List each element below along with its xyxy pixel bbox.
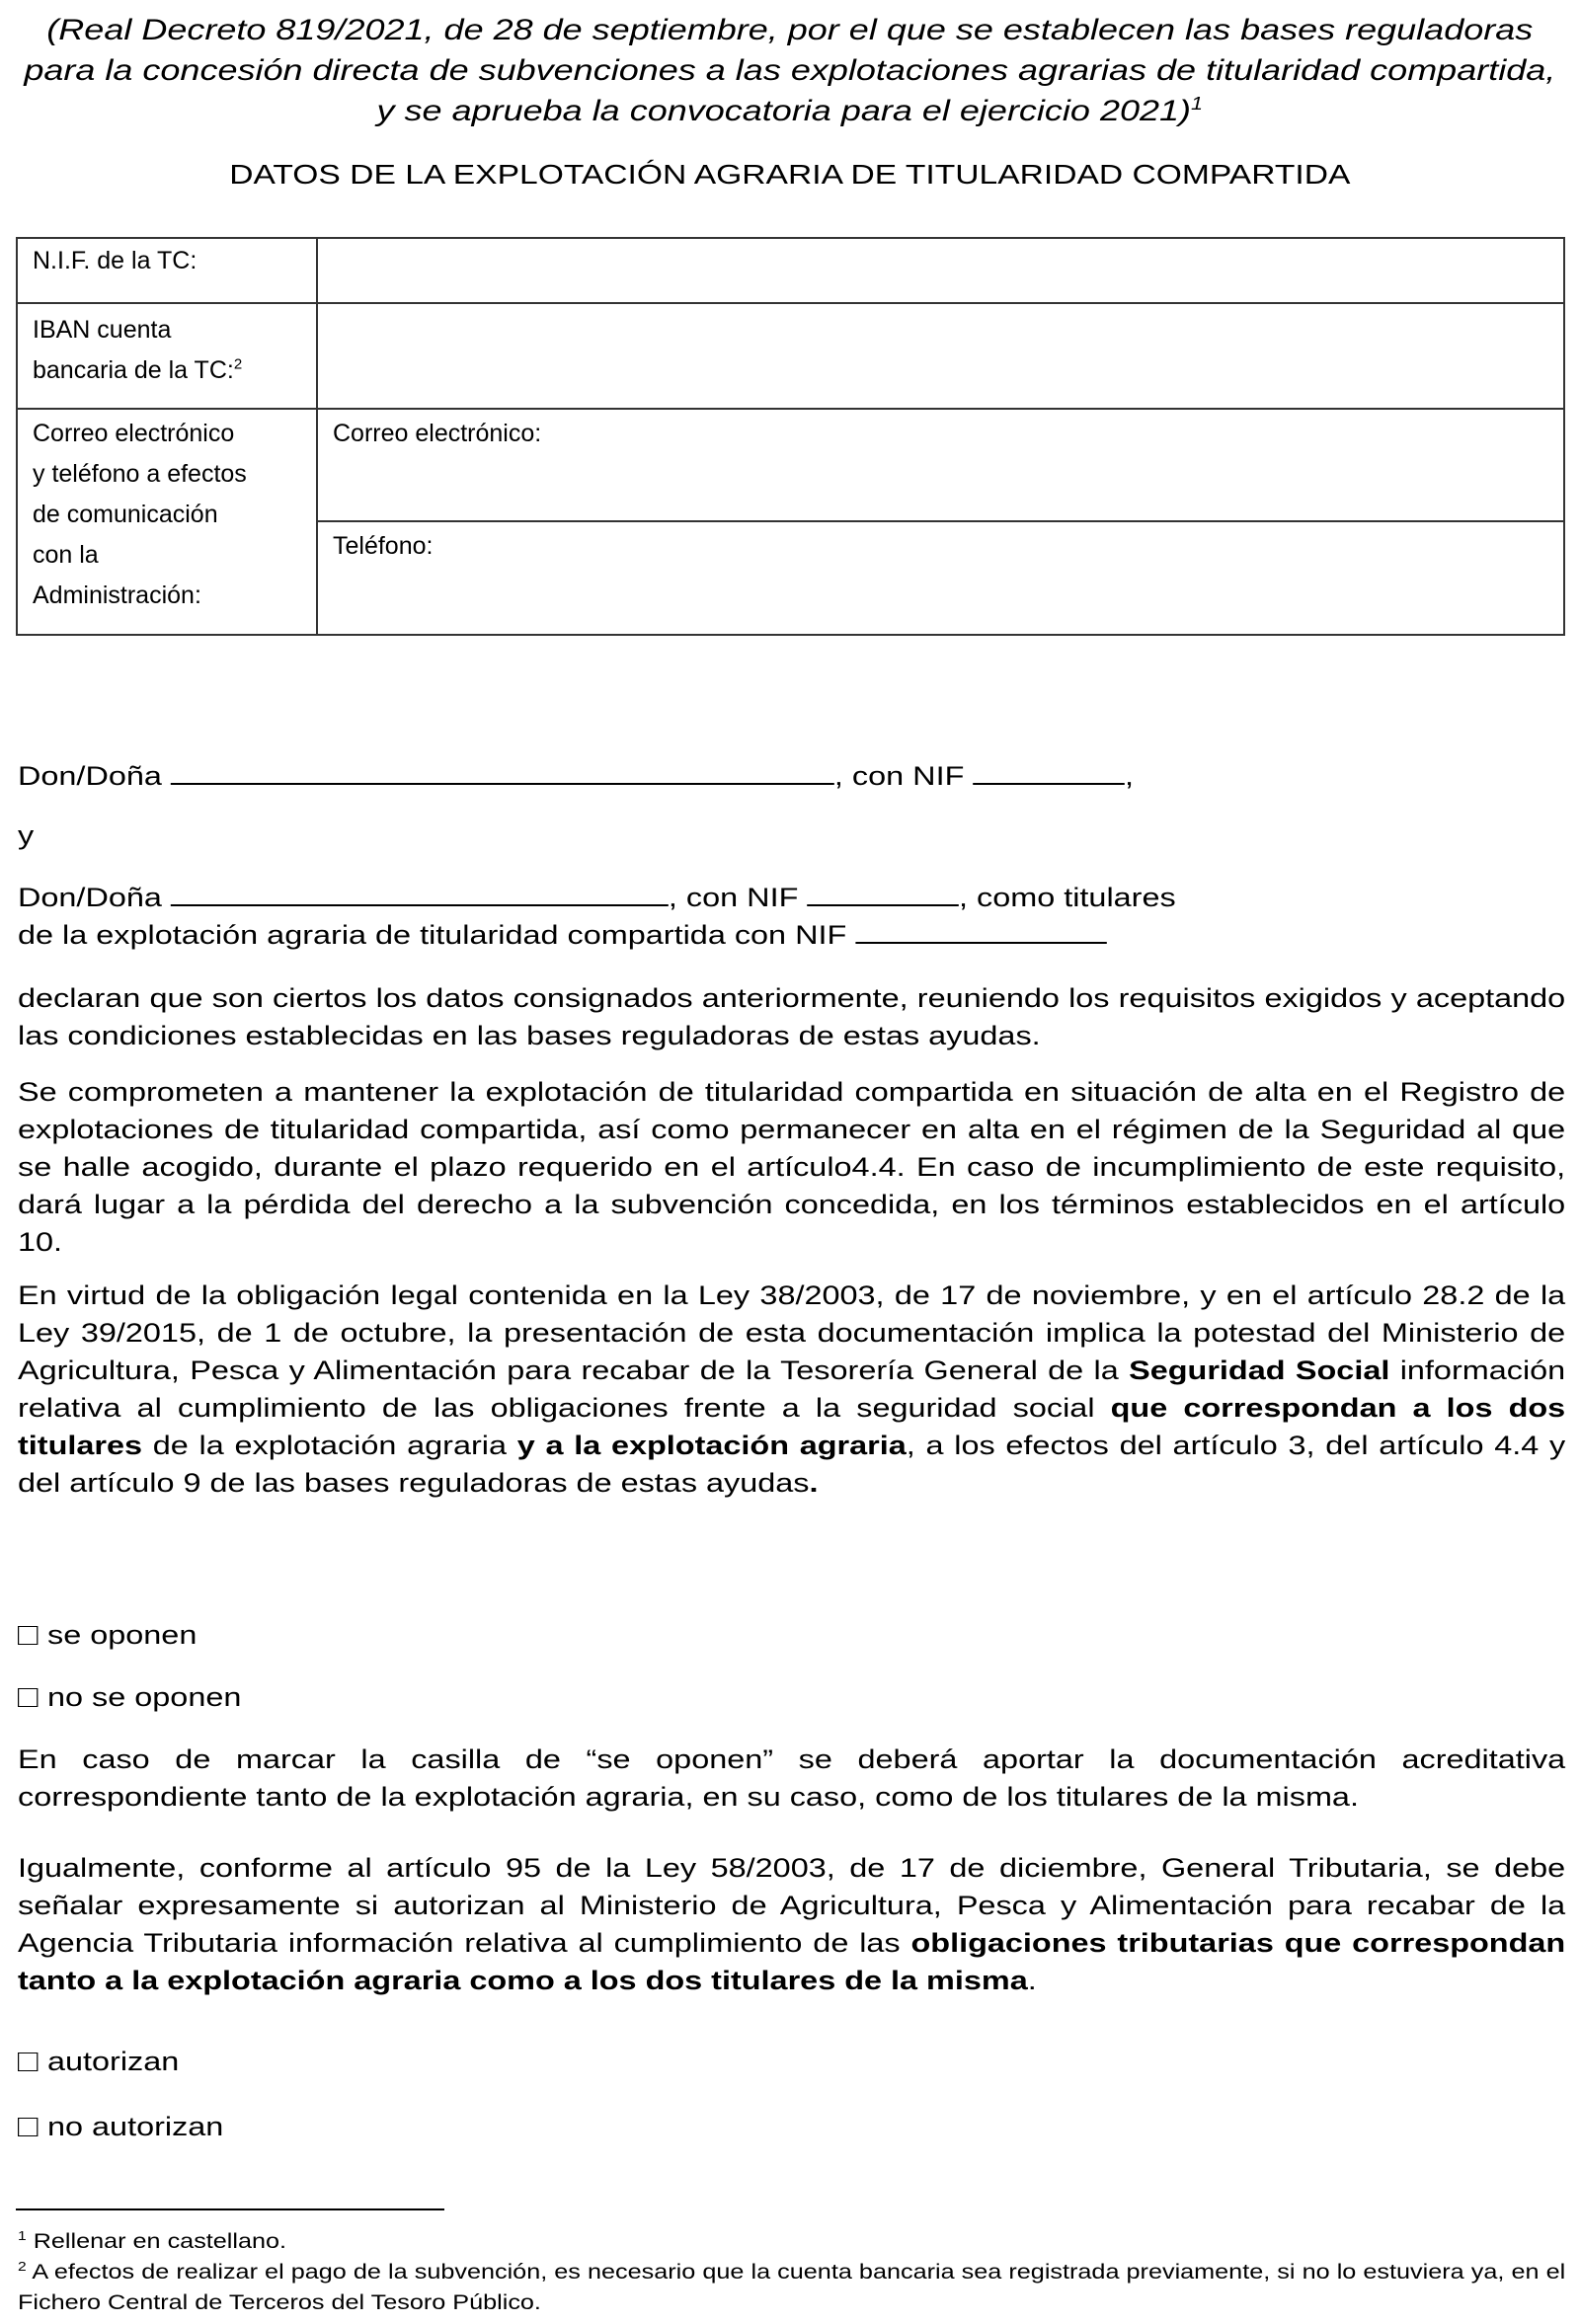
tax-paragraph: Igualmente, conforme al artículo 95 de la Ley 58/2003, de 17 de diciembre, General Tributaria, se debe señalar expresamente si autorizan al Ministerio de Agricultura, Pesca y Alimentación para recabar de la Agencia Tributaria información relativa al cumplimiento de las obligaciones tributarias que correspondan tanto a la explotación agraria como a los dos titulares de la misma. xyxy=(18,1853,1566,1995)
holder-1-name-field[interactable] xyxy=(171,757,834,785)
checkbox-authorize[interactable] xyxy=(18,2053,38,2071)
footnote-separator xyxy=(16,2208,444,2210)
iban-label-cell xyxy=(17,303,317,409)
email-cell[interactable] xyxy=(317,409,1564,521)
contact-label: Correo electrónico y teléfono a efectos de comunicación con la Administración: xyxy=(33,420,247,609)
decree-header xyxy=(0,10,1580,131)
tc-nif-line: de la explotación agraria de titularidad compartida con NIF xyxy=(18,916,1565,954)
nif-field[interactable] xyxy=(318,239,1563,241)
footnote-1: $^1$ Rellenar en castellano. xyxy=(18,2228,287,2253)
decree-line-2: para la concesión directa de subvenciones a las explotaciones agrarias de titularidad compartida, xyxy=(24,54,1556,87)
checkbox-oppose[interactable] xyxy=(18,1626,38,1645)
tc-nif-field[interactable] xyxy=(855,916,1106,944)
holder-2-block xyxy=(0,879,1580,954)
email-field[interactable] xyxy=(318,410,1563,454)
table-row-nif xyxy=(17,238,1564,303)
iban-field[interactable] xyxy=(318,304,1563,306)
conjunction: y xyxy=(18,820,35,850)
holder-1-line: Don/Doña , con NIF , xyxy=(0,757,1580,795)
table-row-email xyxy=(17,409,1564,521)
iban-label: IBAN cuenta bancaria de la TC:$^2$ xyxy=(33,316,243,384)
declaration-paragraph: declaran que son ciertos los datos consignados anteriormente, reuniendo los requisitos exigidos y aceptando las condiciones establecidas en las bases reguladoras de estas ayudas. xyxy=(18,983,1566,1050)
holder-1-nif-field[interactable] xyxy=(973,757,1125,785)
nif-input-cell[interactable] xyxy=(317,238,1564,303)
email-label: Correo electrónico: xyxy=(333,420,542,447)
footnote-2: $^2$ A efectos de realizar el pago de la subvención, es necesario que la cuenta bancaria sea registrada previamente, si no lo estuviera ya, en el Fichero Central de Terceros del Tesoro Público. xyxy=(18,2259,1566,2314)
footnotes xyxy=(0,2226,1580,2318)
option-not-authorize[interactable]: no autorizan xyxy=(0,2108,1580,2145)
tc-data-table xyxy=(16,237,1565,636)
option-authorize[interactable]: autorizan xyxy=(0,2043,1580,2080)
footnote-ref-2[interactable]: 2 xyxy=(233,355,243,373)
contact-label-cell xyxy=(17,409,317,635)
decree-line-3: y se aprueba la convocatoria para el ejercicio 2021)$^1$ xyxy=(376,94,1204,127)
phone-cell[interactable] xyxy=(317,521,1564,635)
phone-label: Teléfono: xyxy=(333,532,434,560)
commitment-paragraph: Se comprometen a mantener la explotación de titularidad compartida en situación de alta en el Registro de explotaciones de titularidad compartida, así como permanecer en alta en el régimen de la Seguridad al que se halle acogido, durante el plazo requerido en el artículo4.4. En caso de incumplimiento de este requisito, dará lugar a la pérdida del derecho a la subvención concedida, en los términos establecidos en el artículo 10. xyxy=(18,1077,1566,1257)
checkbox-not-authorize[interactable] xyxy=(18,2118,38,2136)
phone-field[interactable] xyxy=(318,522,1563,567)
section-title: DATOS DE LA EXPLOTACIÓN AGRARIA DE TITULARIDAD COMPARTIDA xyxy=(229,159,1351,190)
checkbox-not-oppose[interactable] xyxy=(18,1688,38,1707)
holder-2-nif-field[interactable] xyxy=(807,879,959,906)
holder-2-name-field[interactable] xyxy=(171,879,669,906)
option-oppose[interactable]: se oponen xyxy=(0,1616,1580,1654)
option-not-oppose[interactable]: no se oponen xyxy=(0,1678,1580,1716)
decree-line-1: (Real Decreto 819/2021, de 28 de septiembre, por el que se establecen las bases reguladoras xyxy=(46,14,1534,46)
nif-label: N.I.F. de la TC: xyxy=(33,247,198,274)
footnote-ref-1[interactable]: 1 xyxy=(1191,94,1204,114)
nif-label-cell xyxy=(17,238,317,303)
holder-2-line: Don/Doña , con NIF , como titulares xyxy=(18,879,1565,916)
oppose-note-paragraph: En caso de marcar la casilla de “se oponen” se deberá aportar la documentación acreditativa correspondiente tanto de la explotación agraria, en su caso, como de los titulares de la misma. xyxy=(18,1744,1566,1812)
social-security-paragraph: En virtud de la obligación legal contenida en la Ley 38/2003, de 17 de noviembre, y en el artículo 28.2 de la Ley 39/2015, de 1 de octubre, la presentación de esta documentación implica la potestad del Ministerio de Agricultura, Pesca y Alimentación para recabar de la Tesorería General de la Seguridad Social información relativa al cumplimiento de las obligaciones frente a la seguridad social que correspondan a los dos titulares de la explotación agraria y a la explotación agraria, a los efectos del artículo 3, del artículo 4.4 y del artículo 9 de las bases reguladoras de estas ayudas. xyxy=(18,1280,1566,1498)
table-row-iban xyxy=(17,303,1564,409)
iban-input-cell[interactable] xyxy=(317,303,1564,409)
